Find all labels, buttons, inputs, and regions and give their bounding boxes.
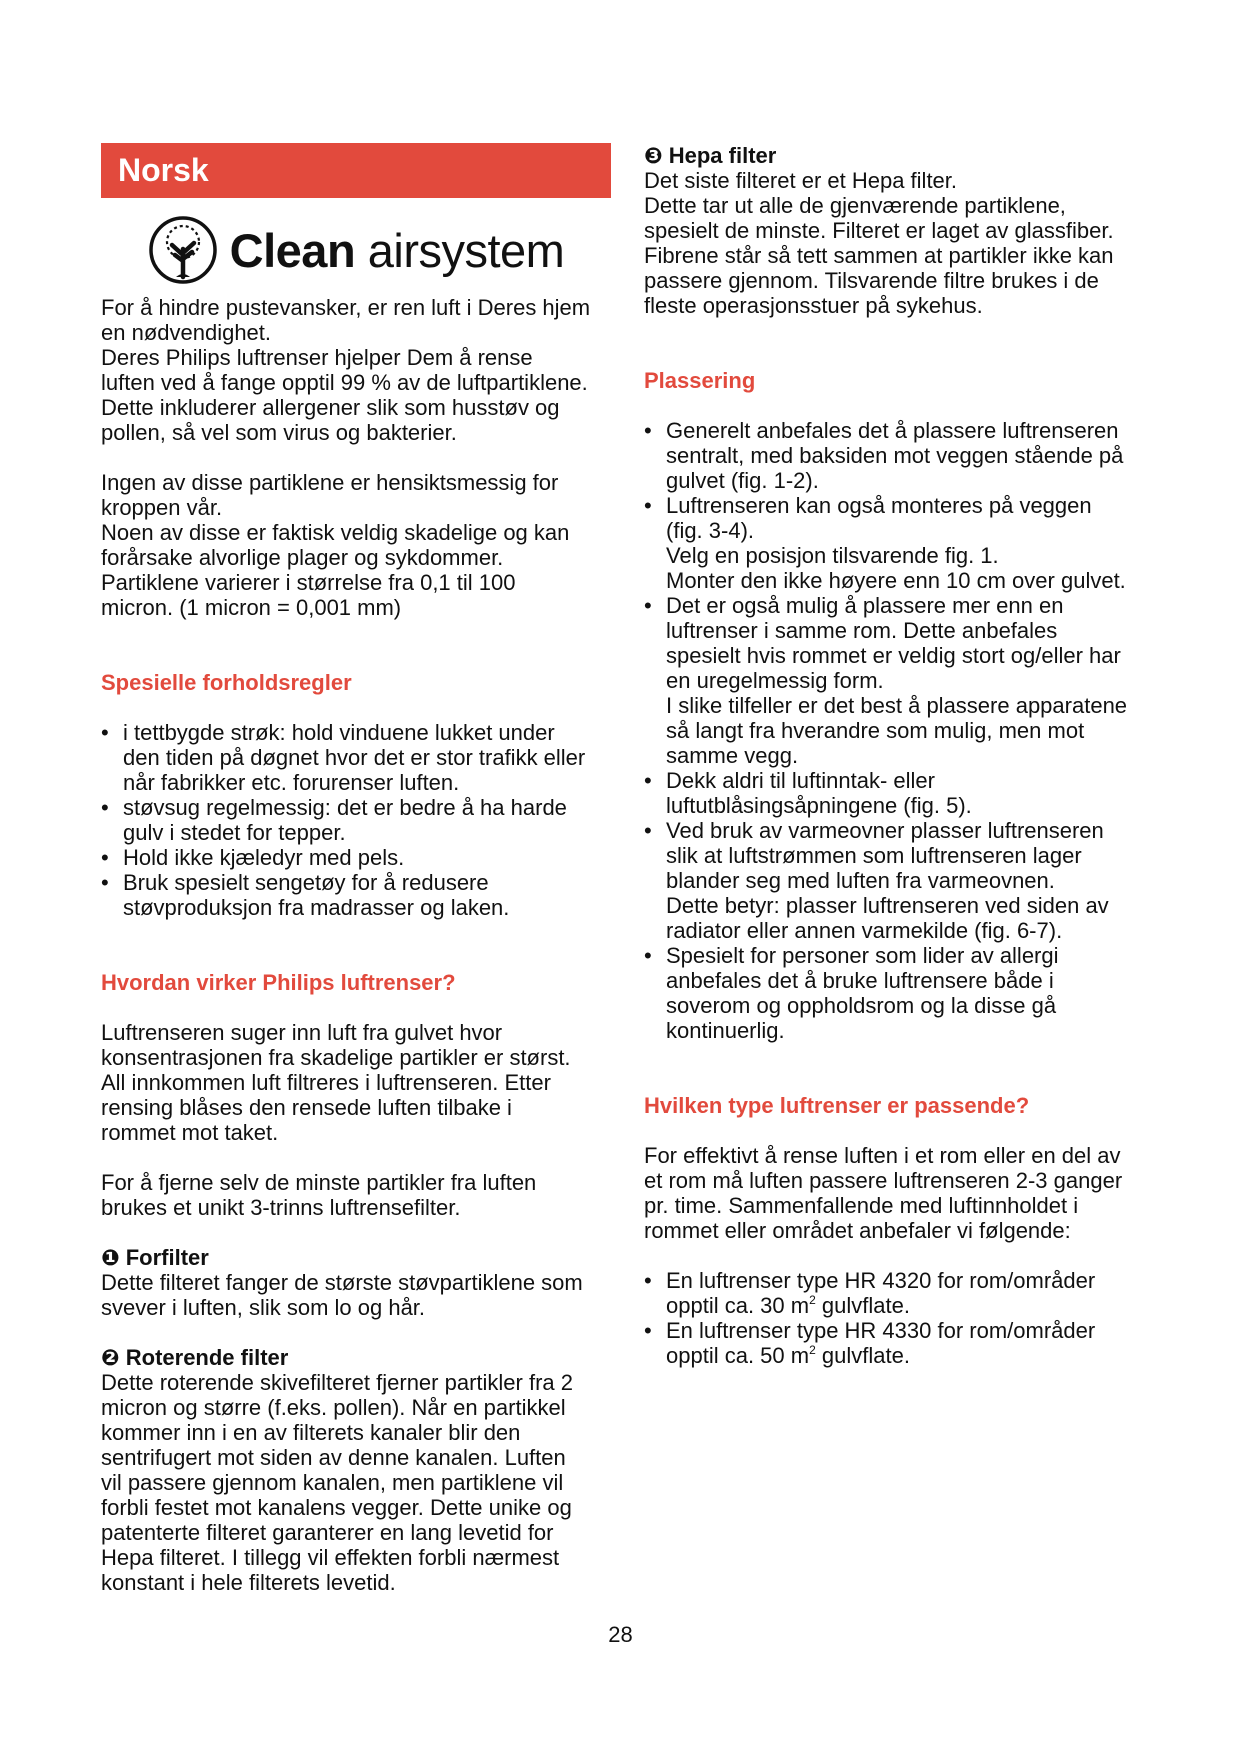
text-line: kroppen vår. [101, 495, 223, 520]
text-line: konstant i hele filterets levetid. [101, 1570, 396, 1595]
text-line: et rom må luften passere luftrenseren 2-3 ganger [644, 1168, 1123, 1193]
list-item: • En luftrenser type HR 4320 for rom/områder opptil ca. 30 $m^2$ gulvflate. [644, 1268, 1149, 1318]
text-line: Dette tar ut alle de gjenværende partiklene, [644, 193, 1066, 218]
left-column [101, 143, 611, 1595]
text-line: spesielt de minste. Filteret er laget av glassfiber. [644, 218, 1114, 243]
intro-paragraph-2 [101, 470, 611, 620]
heading-how-it-works: Hvordan virker Philips luftrenser? [101, 970, 456, 995]
text-line: Deres Philips luftrenser hjelper Dem å rense [101, 345, 533, 370]
intro-paragraph-1 [101, 295, 611, 445]
heading-placement: Plassering [644, 368, 756, 393]
type-intro-paragraph [644, 1143, 1149, 1243]
list-item: • Dekk aldri til luftinntak- eller luftutblåsingsåpningene (fig. 5). [644, 768, 1149, 818]
placement-list [644, 418, 1149, 1043]
text-line: Hepa filteret. I tillegg vil effekten forbli nærmest [101, 1545, 560, 1570]
text-line: Dette inkluderer allergener slik som husstøv og [101, 395, 560, 420]
text-line: rensing blåses den rensede luften tilbake i [101, 1095, 512, 1120]
list-item: • Luftrenseren kan også monteres på veggen (fig. 3-4). Velg en posisjon tilsvarende fig. 1. Monter den ikke høyere enn 10 cm over gulvet. [644, 493, 1149, 593]
heading-special-precautions: Spesielle forholdsregler [101, 670, 352, 695]
subheading-prefilter: ❶ Forfilter [101, 1245, 209, 1270]
text-line: passere gjennom. Tilsvarende filtre brukes i de [644, 268, 1099, 293]
language-banner [101, 143, 611, 198]
text-line: micron og større (f.eks. pollen). Når en partikkel [101, 1395, 566, 1420]
how-paragraph-2 [101, 1170, 611, 1220]
type-list [644, 1268, 1149, 1368]
how-paragraph-1 [101, 1020, 611, 1145]
subheading-hepa-filter: ❸ Hepa filter [644, 143, 777, 168]
rotating-filter-text [101, 1370, 611, 1595]
text-line: brukes et unikt 3-trinns luftrensefilter. [101, 1195, 461, 1220]
text-line: Fibrene står så tett sammen at partikler ikke kan [644, 243, 1114, 268]
text-line: svever i luften, slik som lo og hår. [101, 1295, 426, 1320]
text-line: Partiklene varierer i størrelse fra 0,1 til 100 [101, 570, 516, 595]
text-line: patenterte filteret garanterer en lang levetid for [101, 1520, 554, 1545]
list-item: • Bruk spesielt sengetøy for å redusere støvproduksjon fra madrasser og laken. [101, 870, 611, 920]
tree-logo-icon [148, 215, 218, 285]
list-item: • Hold ikke kjæledyr med pels. [101, 845, 611, 870]
text-line: Det siste filteret er et Hepa filter. [644, 168, 958, 193]
logo-wordmark [229, 223, 565, 277]
text-line: vil passere gjennom kanalen, men partiklene vil [101, 1470, 564, 1495]
text-line: pollen, så vel som virus og bakterier. [101, 420, 457, 445]
text-line: kommer inn i en av filterets kanaler blir den [101, 1420, 521, 1445]
subheading-rotating-filter: ❷ Roterende filter [101, 1345, 289, 1370]
text-line: All innkommen luft filtreres i luftrenseren. Etter [101, 1070, 551, 1095]
text-line: rommet mot taket. [101, 1120, 279, 1145]
list-item: • Spesielt for personer som lider av allergi anbefales det å bruke luftrensere både i soverom og oppholdsrom og la disse gå kontinuerlig. [644, 943, 1149, 1043]
text-line: sentrifugert mot siden av denne kanalen. Luften [101, 1445, 566, 1470]
text-line: micron. (1 micron = 0,001 mm) [101, 595, 402, 620]
text-line: konsentrasjonen fra skadelige partikler er størst. [101, 1045, 571, 1070]
text-line: For å fjerne selv de minste partikler fra luften [101, 1170, 537, 1195]
hepa-filter-text [644, 168, 1149, 318]
logo-word-clean: Clean [229, 223, 356, 277]
clean-airsystem-logo [101, 205, 611, 295]
list-item: • i tettbygde strøk: hold vinduene lukket under den tiden på døgnet hvor det er stor trafikk eller når fabrikker etc. forurenser luften. [101, 720, 611, 795]
page-number: 28 [608, 1622, 633, 1647]
text-line: en nødvendighet. [101, 320, 272, 345]
list-item: • Det er også mulig å plassere mer enn en luftrenser i samme rom. Dette anbefales spesielt hvis rommet er veldig stort og/eller har en uregelmessig form. I slike tilfeller er det best å plassere apparatene så langt fra hverandre som mulig, men mot samme vegg. [644, 593, 1149, 768]
list-item: • Ved bruk av varmeovner plasser luftrenseren slik at luftstrømmen som luftrenseren lager blander seg med luften fra varmeovnen. Dette betyr: plasser luftrenseren ved siden av radiator eller annen varmekilde (fig. 6-7). [644, 818, 1149, 943]
text-line: rommet eller området anbefaler vi følgende: [644, 1218, 1071, 1243]
heading-which-type: Hvilken type luftrenser er passende? [644, 1093, 1030, 1118]
text-line: Dette roterende skivefilteret fjerner partikler fra 2 [101, 1370, 573, 1395]
list-item: • støvsug regelmessig: det er bedre å ha harde gulv i stedet for tepper. [101, 795, 611, 845]
text-line: For effektivt å rense luften i et rom eller en del av [644, 1143, 1121, 1168]
text-line: pr. time. Sammenfallende med luftinnholdet i [644, 1193, 1079, 1218]
precautions-list [101, 720, 611, 920]
text-line: fleste operasjonsstuer på sykehus. [644, 293, 983, 318]
text-line: Ingen av disse partiklene er hensiktsmessig for [101, 470, 559, 495]
text-line: Dette filteret fanger de største støvpartiklene som [101, 1270, 583, 1295]
text-line: forårsake alvorlige plager og sykdommer. [101, 545, 504, 570]
right-column [644, 143, 1149, 1368]
text-line: For å hindre pustevansker, er ren luft i Deres hjem [101, 295, 591, 320]
list-item: • Generelt anbefales det å plassere luftrenseren sentralt, med baksiden mot veggen stående på gulvet (fig. 1-2). [644, 418, 1149, 493]
text-line: Noen av disse er faktisk veldig skadelige og kan [101, 520, 570, 545]
logo-word-airsystem: airsystem [367, 223, 565, 277]
text-line: forbli festet mot kanalens vegger. Dette unike og [101, 1495, 572, 1520]
prefilter-text [101, 1270, 611, 1320]
language-title: Norsk [118, 152, 209, 188]
text-line: luften ved å fange opptil 99 % av de luftpartiklene. [101, 370, 588, 395]
list-item: • En luftrenser type HR 4330 for rom/områder opptil ca. 50 $m^2$ gulvflate. [644, 1318, 1149, 1368]
text-line: Luftrenseren suger inn luft fra gulvet hvor [101, 1020, 503, 1045]
